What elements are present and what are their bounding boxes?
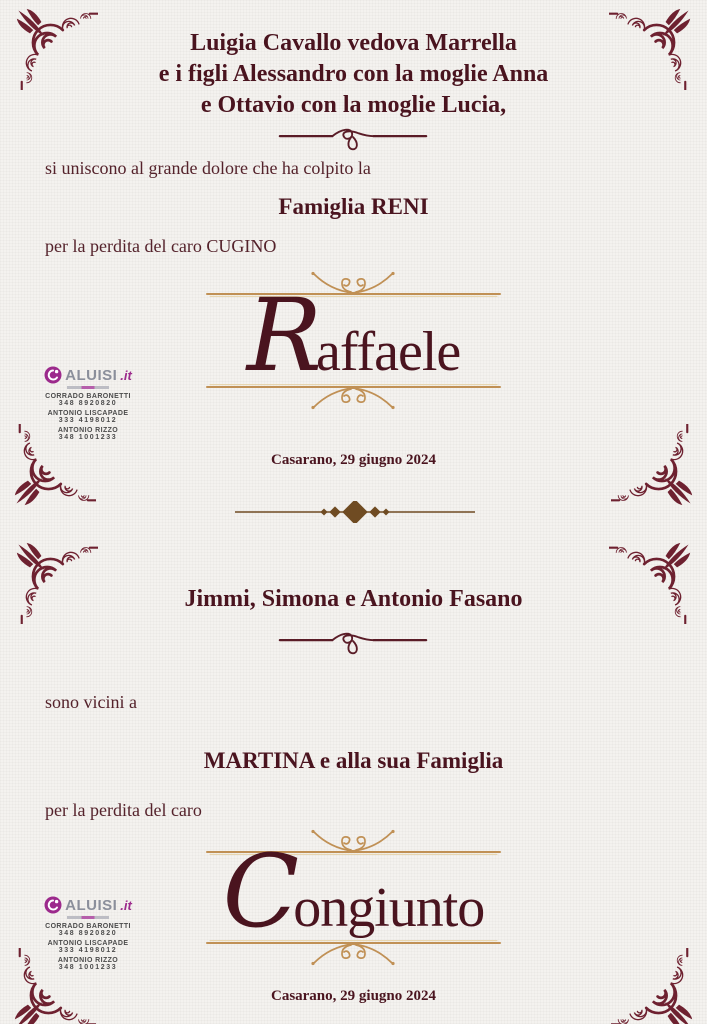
contact-phone: 333 4198012: [58, 947, 118, 954]
agency-logo-tld: .it: [120, 897, 132, 913]
agency-logo: [28, 366, 148, 384]
announcing-family-heading-2: Jimmi, Simona e Antonio Fasano: [184, 586, 523, 612]
loss-text: per la perdita del caro CUGINO: [45, 236, 277, 256]
intro-text: si uniscono al grande dolore che ha colpito la: [45, 158, 371, 178]
agency-logo: [28, 896, 148, 914]
agency-tagline: [67, 916, 109, 919]
agency-contact: [28, 393, 148, 407]
contact-phone: 348 8920820: [58, 400, 118, 407]
agency-logo-name: ALUISI: [65, 366, 118, 384]
deceased-name-initial: R: [246, 277, 323, 394]
dateline-2: Casarano, 29 giugno 2024: [270, 988, 437, 1004]
dateline: Casarano, 29 giugno 2024: [270, 452, 437, 468]
scroll-divider-icon: [278, 124, 428, 152]
aluisi-logo-icon: [44, 896, 62, 914]
contact-name: ANTONIO RIZZO: [57, 427, 119, 434]
loss-text-2: per la perdita del caro: [45, 800, 202, 820]
deceased-name-rest: ongiunto: [293, 877, 485, 939]
agency-logo-block: [28, 366, 148, 444]
bereaved-family-name: Famiglia RENI: [278, 194, 429, 219]
agency-contact: [28, 940, 148, 954]
agency-logo-tld: .it: [120, 367, 132, 383]
contact-name: ANTONIO RIZZO: [57, 957, 119, 964]
deceased-name-initial: C: [222, 833, 300, 950]
corner-flourish-icon: [611, 948, 693, 1024]
scroll-divider-icon: [278, 628, 428, 656]
heading-line: Luigia Cavallo vedova Marrella: [190, 30, 517, 56]
aluisi-logo-icon: [44, 366, 62, 384]
intro-text-2: sono vicini a: [45, 692, 137, 712]
announcing-family-heading: [0, 28, 707, 121]
contact-phone: 348 1001233: [58, 964, 118, 971]
contact-phone: 348 8920820: [58, 930, 118, 937]
heading-line: e i figli Alessandro con la moglie Anna: [158, 61, 549, 87]
diamond-divider-icon: [235, 501, 475, 523]
contact-phone: 348 1001233: [58, 434, 118, 441]
contact-phone: 333 4198012: [58, 417, 118, 424]
contact-name: CORRADO BARONETTI: [45, 923, 131, 930]
contact-name: ANTONIO LISCAPADE: [47, 940, 129, 947]
heading-line: e Ottavio con la moglie Lucia,: [200, 92, 507, 118]
agency-contact: [28, 427, 148, 441]
agency-logo-block: [28, 896, 148, 974]
agency-contact: [28, 957, 148, 971]
agency-contact: [28, 410, 148, 424]
agency-contact: [28, 923, 148, 937]
agency-logo-name: ALUISI: [65, 896, 118, 914]
agency-tagline: [67, 386, 109, 389]
deceased-name-rest: affaele: [316, 321, 461, 383]
ornamental-rule-bottom-icon: [206, 937, 501, 967]
contact-name: ANTONIO LISCAPADE: [47, 410, 129, 417]
contact-name: CORRADO BARONETTI: [45, 393, 131, 400]
ornamental-rule-bottom-icon: [206, 381, 501, 411]
recipient-name: MARTINA e alla sua Famiglia: [203, 748, 504, 773]
